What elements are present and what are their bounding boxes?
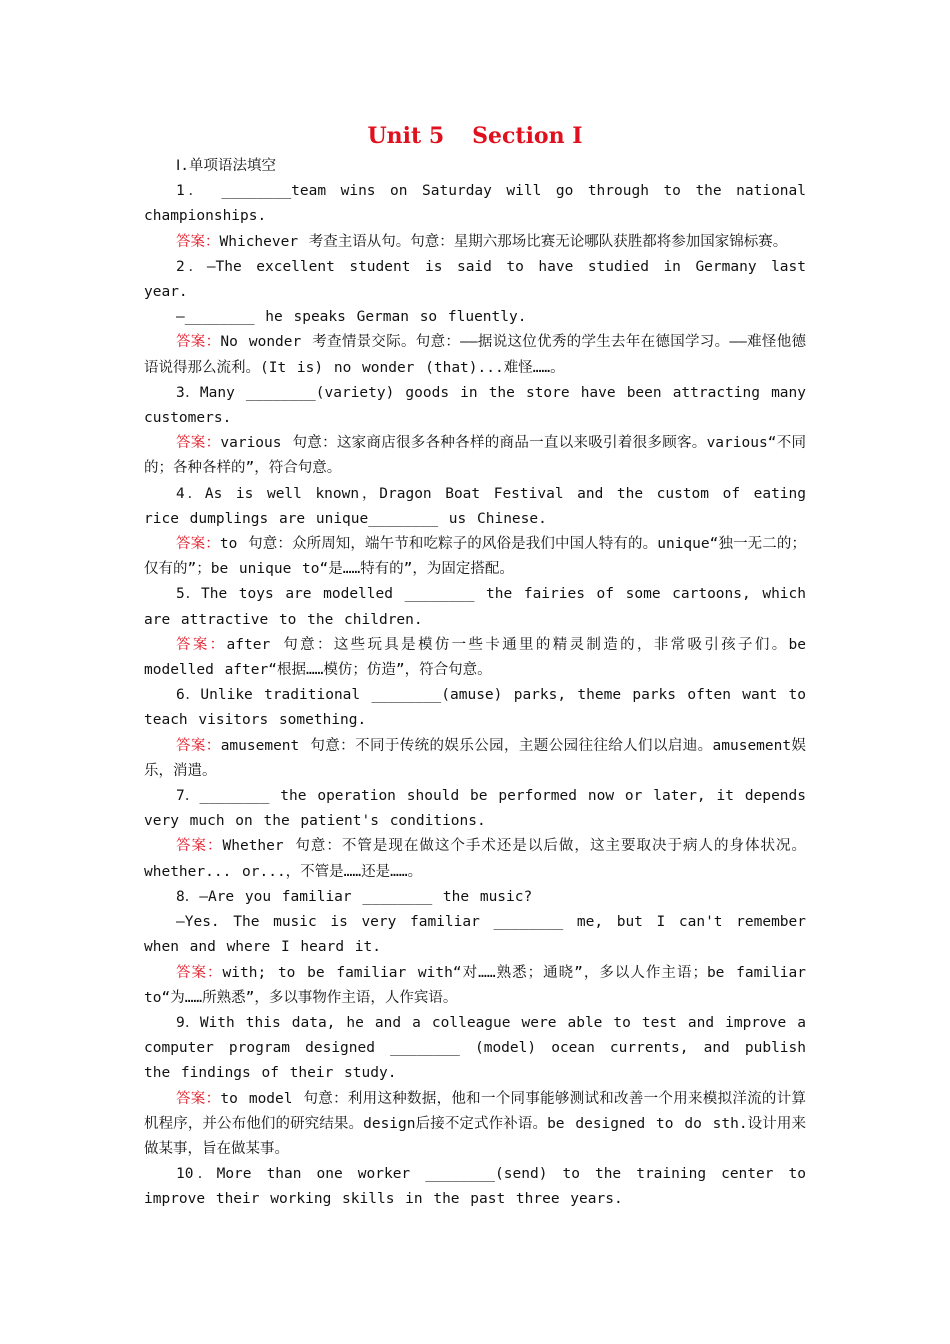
question-8: 8．—Are you familiar ________ the music? — [176, 888, 533, 905]
answer-text: with; to be familiar with“对……熟悉；通晓”，多以人作主语；be familiar to“为……所熟悉”，多以事物作主语，人作宾语。 — [144, 964, 806, 1006]
answer-label: 答案： — [176, 1090, 221, 1107]
answer-label: 答案： — [176, 737, 221, 754]
answer-label: 答案： — [176, 233, 220, 250]
question-10: 10．More than one worker ________(send) to the training center to improve their working skills in the past three years. — [144, 1166, 806, 1208]
section-heading: Ⅰ.单项语法填空 — [176, 158, 277, 174]
answer-text: amusement 句意：不同于传统的娱乐公园，主题公园往往给人们以启迪。amusement娱乐，消遣。 — [144, 737, 806, 779]
answer-label: 答案： — [176, 636, 227, 653]
worksheet-page — [144, 118, 806, 1213]
answer-text: Whether 句意：不管是现在做这个手术还是以后做，这主要取决于病人的身体状况。whether... or...，不管是……还是……。 — [144, 838, 806, 880]
answer-text: to 句意：众所周知，端午节和吃粽子的风俗是我们中国人特有的。unique“独一无二的；仅有的”；be unique to“是……特有的”，为固定搭配。 — [144, 536, 807, 578]
answer-text: Whichever 考查主语从句。句意：星期六那场比赛无论哪队获胜都将参加国家锦标赛。 — [219, 233, 788, 250]
answer-text: after 句意：这些玩具是模仿一些卡通里的精灵制造的，非常吸引孩子们。be modelled after“根据……模仿；仿造”，符合句意。 — [144, 636, 806, 679]
answer-label: 答案： — [176, 838, 223, 855]
answer-7 — [144, 834, 806, 884]
question-5: 5．The toys are modelled ________ the fairies of some cartoons, which are attractive to the children. — [144, 586, 806, 628]
question-9: 9．With this data, he and a colleague were able to test and improve a computer program designed ________ (model) ocean currents, and publish the findings of their study. — [144, 1014, 806, 1082]
answer-label: 答案： — [176, 536, 220, 553]
question-6: 6．Unlike traditional ________(amuse) parks, theme parks often want to teach visitors something. — [144, 687, 806, 729]
answer-4 — [144, 532, 806, 582]
answer-3 — [144, 431, 806, 481]
answer-label: 答案： — [176, 964, 223, 981]
page-title — [144, 118, 806, 154]
answer-text: No wonder 考查情景交际。句意：——据说这位优秀的学生去年在德国学习。——难怪他德语说得那么流利。(It is) no wonder (that)...难怪……。 — [144, 334, 806, 376]
question-2: 2．—The excellent student is said to have studied in Germany last year. — [144, 258, 806, 301]
title-section: Section Ⅰ — [472, 123, 583, 149]
answer-2 — [144, 330, 806, 380]
question-4: 4．As is well known，Dragon Boat Festival and the custom of eating rice dumplings are unique________ us Chinese. — [144, 485, 806, 527]
question-1: 1． ________team wins on Saturday will go through to the national championships. — [144, 183, 806, 225]
question-3: 3．Many ________(variety) goods in the store have been attracting many customers. — [144, 384, 806, 427]
answer-text: various 句意：这家商店很多各种各样的商品一直以来吸引着很多顾客。various“不同的；各种各样的”，符合句意。 — [144, 435, 806, 477]
question-8-reply: —Yes. The music is very familiar ________ me, but I can't remember when and where I heard it. — [144, 914, 806, 956]
answer-8 — [144, 961, 806, 1011]
answer-label: 答案： — [176, 435, 221, 452]
answer-text: to model 句意：利用这种数据，他和一个同事能够测试和改善一个用来模拟洋流的计算机程序，并公布他们的研究结果。design后接不定式作补语。be designed to do sth.设计用来做某事，旨在做某事。 — [144, 1090, 806, 1157]
answer-9 — [144, 1087, 806, 1163]
answer-label: 答案： — [176, 334, 221, 351]
question-2-reply: —________ he speaks German so fluently. — [176, 309, 527, 326]
answer-6 — [144, 734, 806, 784]
question-7: 7．________ the operation should be performed now or later, it depends very much on the patient's conditions. — [144, 788, 806, 830]
title-unit: Unit 5 — [367, 123, 445, 149]
answer-1 — [144, 230, 806, 255]
answer-5 — [144, 633, 806, 683]
